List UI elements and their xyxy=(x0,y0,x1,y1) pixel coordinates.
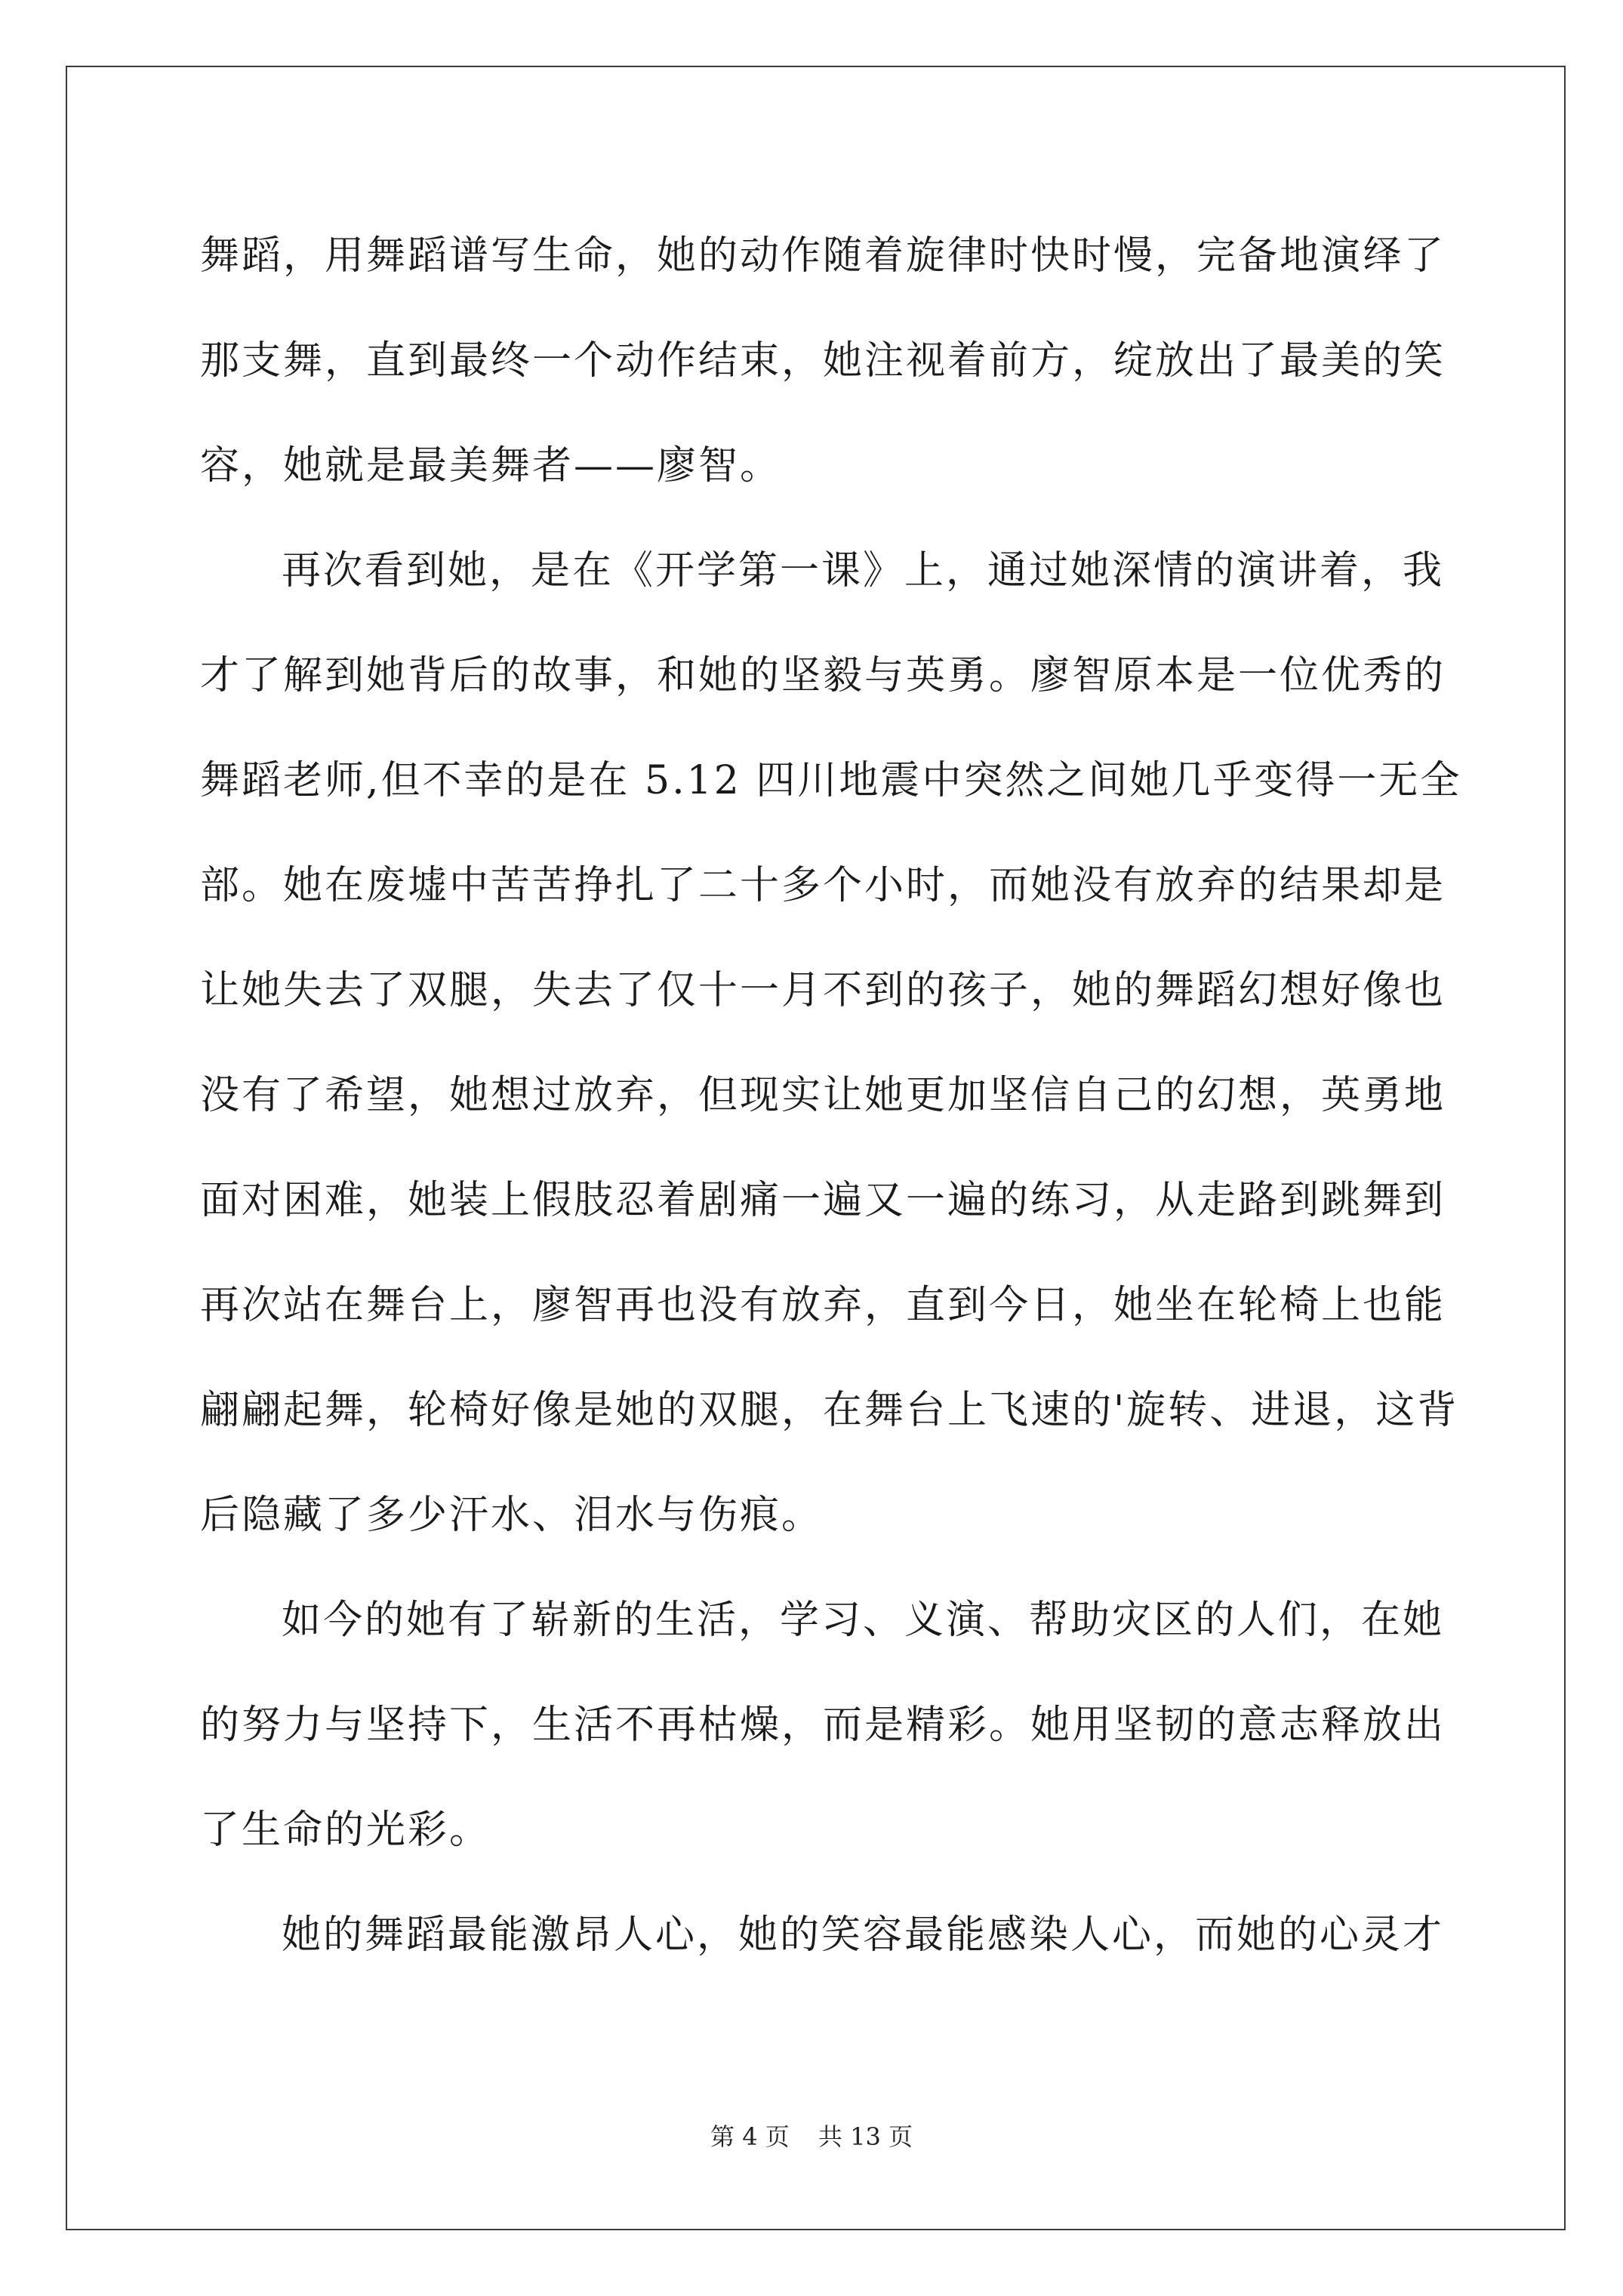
text-line: 再次看到她，是在《开学第一课》上，通过她深情的演讲着，我 xyxy=(282,548,1445,593)
text-line: 面对困难，她装上假肢忍着剧痛一遍又一遍的练习，从走路到跳舞到 xyxy=(200,1178,1446,1223)
text-line: 如今的她有了崭新的生活，学习、义演、帮助灾区的人们，在她 xyxy=(282,1598,1445,1643)
text-line: 才了解到她背后的故事，和她的坚毅与英勇。廖智原本是一位优秀的 xyxy=(200,653,1446,698)
text-line: 没有了希望，她想过放弃，但现实让她更加坚信自己的幻想，英勇地 xyxy=(200,1073,1446,1118)
text-line: 翩翩起舞，轮椅好像是她的双腿，在舞台上飞速的'旋转、进退，这背 xyxy=(200,1388,1459,1433)
page-number: 第 4 页 xyxy=(710,2122,790,2151)
text-line: 再次站在舞台上，廖智再也没有放弃，直到今日，她坐在轮椅上也能 xyxy=(200,1283,1446,1328)
text-line: 了生命的光彩。 xyxy=(200,1808,491,1853)
text-line: 的努力与坚持下，生活不再枯燥，而是精彩。她用坚韧的意志释放出 xyxy=(200,1703,1446,1748)
text-line: 部。她在废墟中苦苦挣扎了二十多个小时，而她没有放弃的结果却是 xyxy=(200,863,1446,908)
page-total: 共 13 页 xyxy=(818,2122,913,2151)
text-line: 她的舞蹈最能激昂人心，她的笑容最能感染人心，而她的心灵才 xyxy=(282,1912,1445,1958)
page-footer xyxy=(0,2118,1623,2153)
text-line: 舞蹈老师,但不幸的是在 5.12 四川地震中突然之间她几乎变得一无全 xyxy=(200,758,1462,803)
text-line: 舞蹈，用舞蹈谱写生命，她的动作随着旋律时快时慢，完备地演绎了 xyxy=(200,233,1446,279)
text-line: 让她失去了双腿，失去了仅十一月不到的孩子，她的舞蹈幻想好像也 xyxy=(200,968,1446,1013)
document-body xyxy=(200,204,1462,1988)
text-line: 那支舞，直到最终一个动作结束，她注视着前方，绽放出了最美的笑 xyxy=(200,338,1446,384)
text-line: 容，她就是最美舞者——廖智。 xyxy=(200,443,782,488)
text-line: 后隐藏了多少汗水、泪水与伤痕。 xyxy=(200,1493,824,1538)
